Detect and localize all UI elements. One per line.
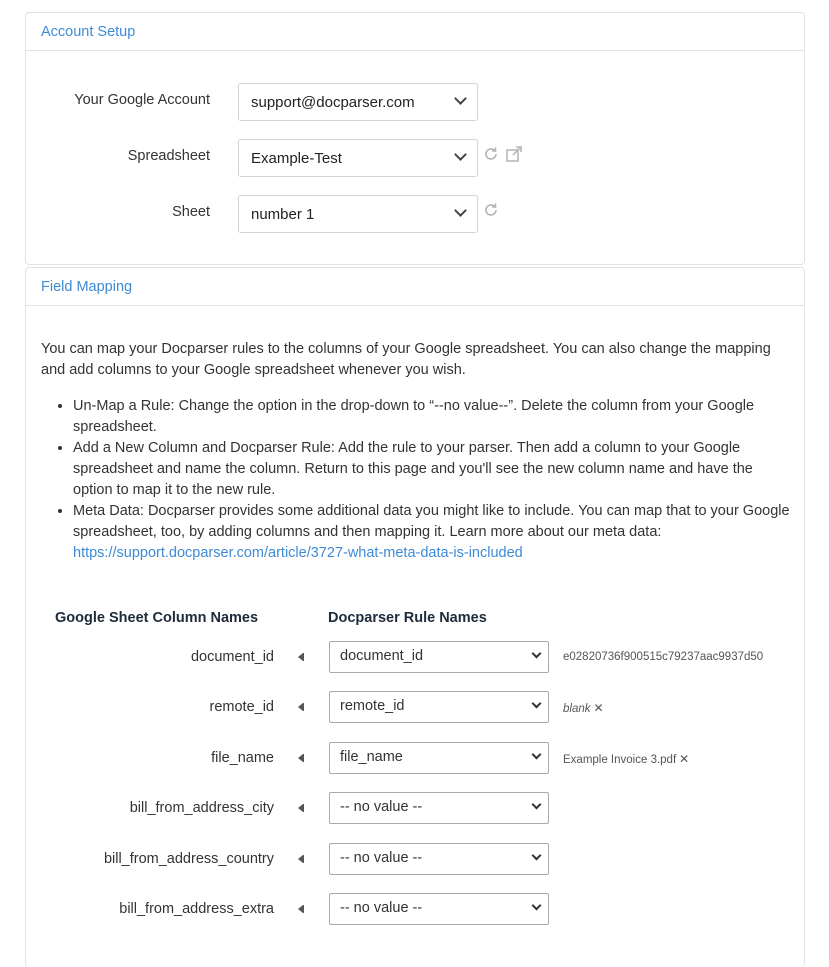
caret-left-icon — [298, 804, 303, 812]
chevron-down-icon — [532, 851, 542, 861]
caret-left-icon — [298, 855, 303, 863]
google-account-label: Your Google Account — [74, 92, 210, 108]
rule-select[interactable] — [329, 742, 549, 774]
google-account-value: support@docparser.com — [251, 94, 415, 111]
list-item — [73, 501, 796, 564]
table-row — [26, 792, 804, 824]
meta-data-link[interactable]: https://support.docparser.com/article/3727-what-meta-data-is-included — [73, 545, 523, 561]
rule-select-value: file_name — [340, 749, 403, 765]
caret-left-icon — [298, 905, 303, 913]
chevron-down-icon — [532, 699, 542, 709]
rule-select-value: -- no value -- — [340, 850, 423, 866]
spreadsheet-row — [26, 139, 804, 177]
table-row — [26, 893, 804, 925]
remove-icon[interactable]: ✕ — [679, 752, 690, 766]
chevron-down-icon — [532, 750, 542, 760]
column-name: bill_from_address_extra — [119, 901, 274, 917]
column-name: bill_from_address_city — [129, 800, 274, 816]
account-setup-panel — [25, 12, 805, 265]
table-row — [26, 843, 804, 875]
google-column-header: Google Sheet Column Names — [55, 610, 259, 626]
caret-left-icon — [298, 653, 303, 661]
sheet-label: Sheet — [172, 204, 210, 220]
refresh-icon[interactable] — [483, 146, 499, 165]
rule-select-value: remote_id — [340, 698, 405, 714]
spreadsheet-select[interactable] — [238, 139, 478, 177]
chevron-down-icon — [532, 901, 542, 911]
list-item: • Un-Map a Rule: Change the option in the drop-down to “--no value--”. Delete the column from your Google spreadsheet. — [73, 396, 796, 438]
caret-left-icon — [298, 754, 303, 762]
rule-select[interactable] — [329, 893, 549, 925]
chevron-down-icon — [532, 800, 542, 810]
sheet-row — [26, 195, 804, 233]
sample-value — [563, 651, 763, 663]
refresh-icon[interactable] — [483, 202, 499, 221]
sheet-select[interactable] — [238, 195, 478, 233]
column-name: document_id — [190, 649, 274, 665]
chevron-down-icon — [454, 148, 467, 161]
rule-select-value: -- no value -- — [340, 799, 423, 815]
sheet-value: number 1 — [251, 206, 315, 223]
remove-icon[interactable]: ✕ — [593, 701, 604, 715]
account-setup-heading: Account Setup — [26, 13, 804, 51]
list-item: • Add a New Column and Docparser Rule: Add the rule to your parser. Then add a column to your Google spreadsheet and name the column. Return to this page and you'll see the new column name and have the option to map it to the new rule. — [73, 438, 796, 501]
sample-value-text: e02820736f900515c79237aac9937d50 — [563, 651, 764, 663]
table-row — [26, 641, 804, 673]
spreadsheet-label: Spreadsheet — [127, 148, 210, 164]
external-link-icon[interactable] — [506, 146, 523, 165]
instructions-list — [41, 396, 796, 564]
google-account-row — [26, 83, 804, 121]
field-mapping-panel — [25, 267, 805, 967]
chevron-down-icon — [454, 92, 467, 105]
spreadsheet-value: Example-Test — [251, 150, 342, 167]
table-row — [26, 742, 804, 774]
table-row — [26, 691, 804, 723]
rule-select-value: -- no value -- — [340, 900, 423, 916]
column-name: file_name — [211, 750, 274, 766]
caret-left-icon — [298, 703, 303, 711]
field-mapping-intro: You can map your Docparser rules to the columns of your Google spreadsheet. You can also change the mapping and add columns to your Google spreadsheet whenever you wish. — [41, 341, 771, 378]
docparser-column-header: Docparser Rule Names — [328, 610, 487, 626]
chevron-down-icon — [454, 204, 467, 217]
google-account-select[interactable] — [238, 83, 478, 121]
rule-select[interactable] — [329, 792, 549, 824]
sample-value — [563, 752, 689, 766]
sample-value — [563, 701, 604, 715]
meta-data-text: Meta Data: Docparser provides some additional data you might like to include. You can map that to your Google spreadsheet, too, by adding columns and then mapping it. Learn more about our meta data: — [73, 503, 790, 540]
rule-select[interactable] — [329, 641, 549, 673]
rule-select[interactable] — [329, 691, 549, 723]
sample-value-text: Example Invoice 3.pdf — [563, 754, 677, 766]
sample-value-text: blank — [563, 703, 591, 715]
chevron-down-icon — [532, 649, 542, 659]
rule-select-value: document_id — [340, 648, 424, 664]
column-name: bill_from_address_country — [103, 851, 274, 867]
column-name: remote_id — [209, 699, 274, 715]
field-mapping-heading: Field Mapping — [26, 268, 804, 306]
rule-select[interactable] — [329, 843, 549, 875]
